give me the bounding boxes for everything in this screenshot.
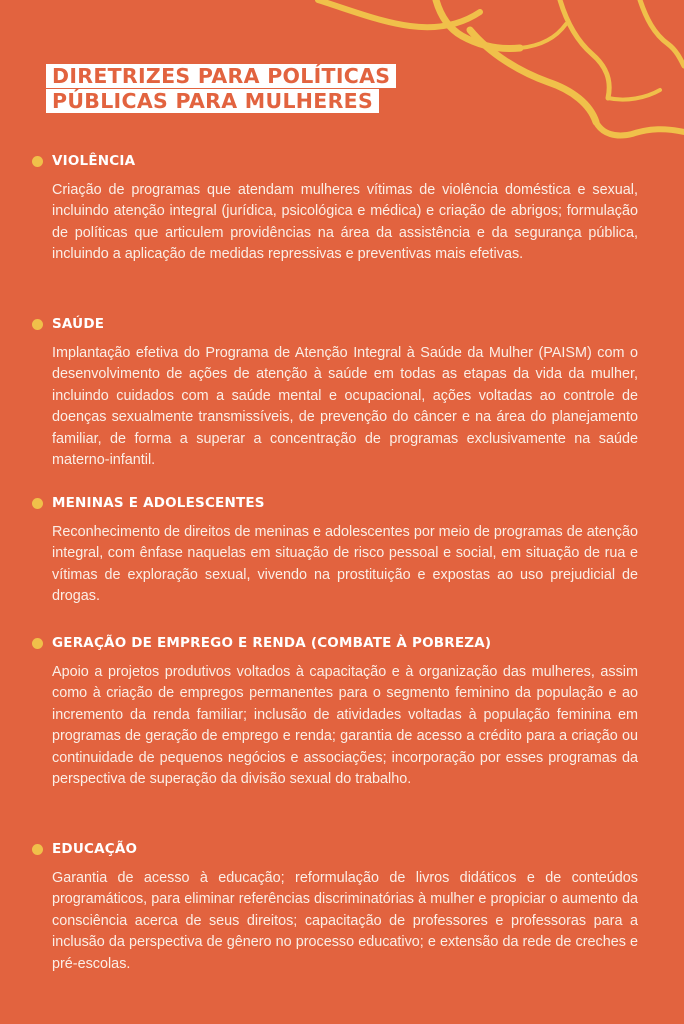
section-heading: SAÚDE <box>52 316 105 332</box>
bullet-icon <box>32 156 43 167</box>
section-body: Apoio a projetos produtivos voltados à capacitação e à organização das mulheres, assim como à criação de empregos permanentes para o segmento feminino da população e ao incremento da renda familiar; inclusão de atividades voltadas à população feminina em programas de geração de emprego e renda; garantia de acesso a crédito para a criação ou continuidade de pequenos negócios e associações; incorporação por esses programas da perspectiva de superação da divisão sexual do trabalho. <box>52 664 638 788</box>
bullet-icon <box>32 498 43 509</box>
section-body: Garantia de acesso à educação; reformulação de livros didáticos e de conteúdos programáticos, para eliminar referências discriminatórias à mulher e propiciar o aumento da consciência acerca de seus direitos; capacitação de professores e professoras para a inclusão da perspectiva de gênero no processo educativo; e extensão da rede de creches e pré-escolas. <box>52 870 638 972</box>
section-body: Criação de programas que atendam mulheres vítimas de violência doméstica e sexual, incluindo atenção integral (jurídica, psicológica e médica) e criação de abrigos; formulação de políticas que articulem providências na área da assistência e da segurança pública, incluindo a aplicação de medidas repressivas e preventivas mais efetivas. <box>52 182 638 263</box>
bullet-icon <box>32 638 43 649</box>
section-body: Reconhecimento de direitos de meninas e adolescentes por meio de programas de atenção integral, com ênfase naquelas em situação de risco pessoal e social, em situação de rua e vítimas de exploração sexual, vivendo na prostituição e expostas ao uso prejudicial de drogas. <box>52 524 638 605</box>
section-educacao <box>32 839 638 975</box>
title-line-1: DIRETRIZES PARA POLÍTICAS <box>46 64 396 88</box>
section-meninas-adolescentes <box>32 493 638 608</box>
section-body: Implantação efetiva do Programa de Atenção Integral à Saúde da Mulher (PAISM) com o desenvolvimento de ações de atenção à saúde em todas as etapas da vida da mulher, incluindo cuidados com a saúde mental e ocupacional, ações voltadas ao controle de doenças sexualmente transmissíveis, de prevenção do câncer e na área do planejamento familiar, de forma a superar a concentração de programas exclusivamente na saúde materno-infantil. <box>52 345 638 469</box>
section-heading: VIOLÊNCIA <box>52 153 136 169</box>
section-saude <box>32 314 638 471</box>
page-title <box>46 64 396 114</box>
section-geracao-emprego-renda <box>32 633 638 790</box>
section-heading: EDUCAÇÃO <box>52 841 138 857</box>
section-heading: GERAÇÃO DE EMPREGO E RENDA (COMBATE À POBREZA) <box>52 635 492 651</box>
title-line-2: PÚBLICAS PARA MULHERES <box>46 89 379 113</box>
bullet-icon <box>32 319 43 330</box>
section-violencia <box>32 151 638 266</box>
section-heading: MENINAS E ADOLESCENTES <box>52 495 265 511</box>
bullet-icon <box>32 844 43 855</box>
